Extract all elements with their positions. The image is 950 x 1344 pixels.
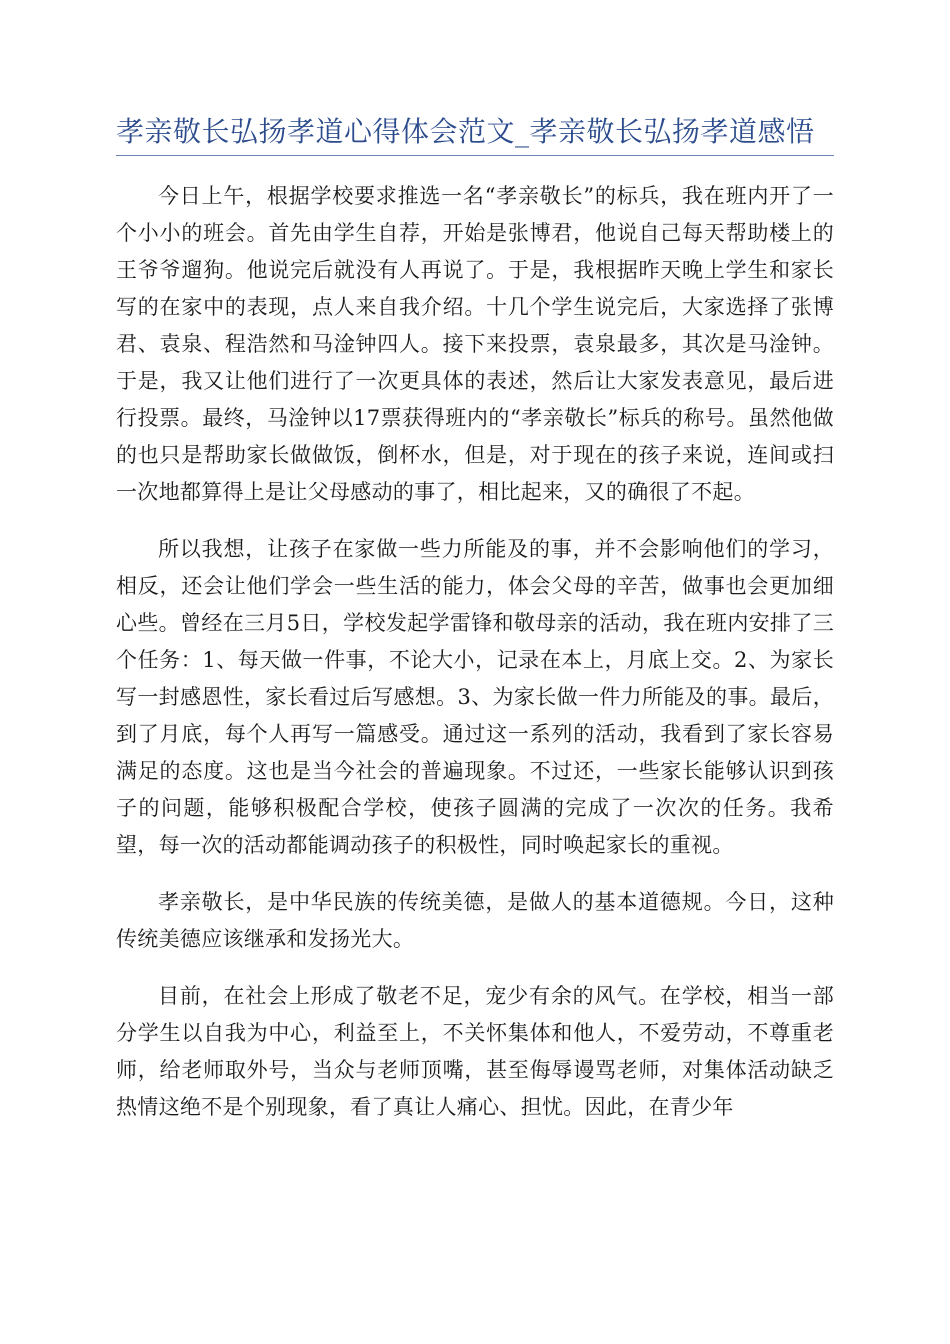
document-title: 孝亲敬长弘扬孝道心得体会范文_孝亲敬长弘扬孝道感悟 [116,115,815,148]
title-underline [116,155,834,156]
paragraph-2: 所以我想，让孩子在家做一些力所能及的事，并不会影响他们的学习，相反，还会让他们学会一些生活的能力，体会父母的辛苦，做事也会更加细心些。曾经在三月5日，学校发起学雷锋和敬母亲的活动，我在班内安排了三个任务：1、每天做一件事，不论大小，记录在本上，月底上交。2、为家长写一封感恩性，家长看过后写感想。3、为家长做一件力所能及的事。最后，到了月底，每个人再写一篇感受。通过这一系列的活动，我看到了家长容易满足的态度。这也是当今社会的普遍现象。不过还，一些家长能够认识到孩子的问题，能够积极配合学校，使孩子圆满的完成了一次次的任务。我希望，每一次的活动都能调动孩子的积极性，同时唤起家长的重视。 [116,537,834,857]
paragraph-3: 孝亲敬长，是中华民族的传统美德，是做人的基本道德规。今日，这种传统美德应该继承和发扬光大。 [116,890,834,951]
paragraph-4: 目前，在社会上形成了敬老不足，宠少有余的风气。在学校，相当一部分学生以自我为中心，利益至上，不关怀集体和他人，不爱劳动，不尊重老师，给老师取外号，当众与老师顶嘴，甚至侮辱谩骂老师，对集体活动缺乏热情这绝不是个别现象，看了真让人痛心、担忧。因此，在青少年 [116,984,834,1119]
document-body [116,178,834,1146]
paragraph-1: 今日上午，根据学校要求推选一名“孝亲敬长”的标兵，我在班内开了一个小小的班会。首先由学生自荐，开始是张博君，他说自己每天帮助楼上的王爷爷遛狗。他说完后就没有人再说了。于是，我根据昨天晚上学生和家长写的在家中的表现，点人来自我介绍。十几个学生说完后，大家选择了张博君、袁泉、程浩然和马淦钟四人。接下来投票，袁泉最多，其次是马淦钟。于是，我又让他们进行了一次更具体的表述，然后让大家发表意见，最后进行投票。最终，马淦钟以17票获得班内的“孝亲敬长”标兵的称号。虽然他做的也只是帮助家长做做饭，倒杯水，但是，对于现在的孩子来说，连间或扫一次地都算得上是让父母感动的事了，相比起来，又的确很了不起。 [116,184,834,504]
